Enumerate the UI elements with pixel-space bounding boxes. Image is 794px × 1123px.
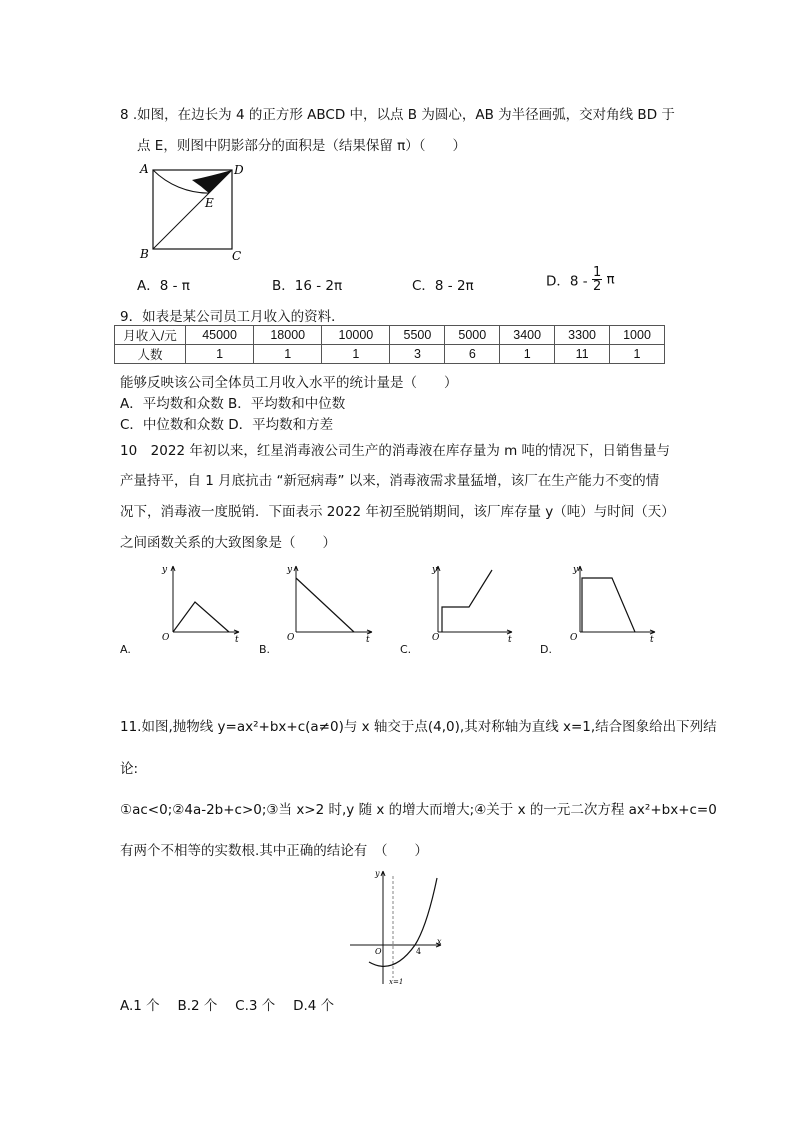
- parabola-figure: [345, 868, 445, 988]
- graph-d: [560, 560, 660, 645]
- graph-c-line: [442, 570, 492, 632]
- t-label: t: [235, 635, 239, 645]
- q8-line1: 8 .如图，在边长为 4 的正方形 ABCD 中，以点 B 为圆心，AB 为半径画弧，交对角线 BD 于: [120, 107, 675, 123]
- table-cell: 1: [500, 345, 555, 364]
- table-cell: 10000: [322, 326, 390, 345]
- q10-line2: 产量持平，自 1 月底抗击 “新冠病毒” 以来，消毒液需求量猛增，该厂在生产能力不变的情: [120, 473, 660, 489]
- q11-line1: 11.如图,抛物线 y=ax²+bx+c(a≠0)与 x 轴交于点(4,0),其对称轴为直线 x=1,结合图象给出下列结: [120, 719, 717, 735]
- income-table: [114, 325, 665, 364]
- origin-label: O: [432, 633, 440, 643]
- table-header-cell: 月收入/元: [115, 326, 186, 345]
- table-row: [115, 326, 665, 345]
- table-cell: 45000: [186, 326, 254, 345]
- x-label: x: [437, 937, 442, 946]
- q9-question: 能够反映该公司全体员工月收入水平的统计量是（ ）: [120, 375, 458, 391]
- y-label: y: [432, 565, 438, 575]
- q9-options-ab[interactable]: A．平均数和众数 B．平均数和中位数: [120, 396, 346, 412]
- q11-line2: 论:: [120, 761, 139, 777]
- q10-line1: 10 2022 年初以来，红星消毒液公司生产的消毒液在库存量为 m 吨的情况下，日销售量与: [120, 443, 671, 459]
- graph-a-line: [173, 602, 229, 632]
- label-a: A: [140, 162, 149, 176]
- axis-arrows: [578, 566, 655, 634]
- table-cell: 1: [610, 345, 665, 364]
- q9-title: 9．如表是某公司员工月收入的资料．: [120, 309, 345, 325]
- t-label: t: [366, 635, 370, 645]
- table-cell: 18000: [254, 326, 322, 345]
- table-cell: 3: [390, 345, 445, 364]
- q8-line2: 点 E，则图中阴影部分的面积是（结果保留 π）（ ）: [137, 138, 466, 154]
- q8-option-a[interactable]: A．8 - π: [137, 278, 190, 294]
- q10-option-d[interactable]: D.: [540, 643, 552, 656]
- t-label: t: [650, 635, 654, 645]
- fraction-denominator: 2: [592, 279, 602, 294]
- q10-line3: 况下，消毒液一度脱销．下面表示 2022 年初至脱销期间，该厂库存量 y（吨）与时间（天）: [120, 504, 675, 520]
- q10-option-b[interactable]: B.: [259, 643, 271, 656]
- q8-option-b[interactable]: B．16 - 2π: [272, 278, 343, 294]
- graph-b: [278, 560, 378, 645]
- y-label: y: [573, 565, 579, 575]
- fraction-one-half: [592, 266, 602, 293]
- symmetry-label: x=1: [389, 978, 404, 986]
- graph-a: [155, 560, 245, 645]
- q10-option-c[interactable]: C.: [400, 643, 412, 656]
- table-row: [115, 345, 665, 364]
- origin-label: O: [287, 633, 295, 643]
- q11-options[interactable]: A.1 个 B.2 个 C.3 个 D.4 个: [120, 998, 335, 1014]
- q11-line4: 有两个不相等的实数根.其中正确的结论有 （ ）: [120, 843, 429, 859]
- t-label: t: [508, 635, 512, 645]
- graph-c: [420, 560, 520, 645]
- axis-arrows: [294, 566, 372, 634]
- table-cell: 1: [186, 345, 254, 364]
- q10-line4: 之间函数关系的大致图象是（ ）: [120, 535, 336, 551]
- label-b: B: [140, 247, 149, 261]
- q11-line3: ①ac<0;②4a-2b+c>0;③当 x>2 时,y 随 x 的增大而增大;④关于 x 的一元二次方程 ax²+bx+c=0: [120, 802, 717, 818]
- origin-label: O: [570, 633, 578, 643]
- table-cell: 5000: [445, 326, 500, 345]
- y-label: y: [375, 869, 380, 878]
- axis-arrows: [381, 871, 441, 947]
- graph-d-line: [582, 578, 635, 632]
- label-d: D: [234, 163, 244, 177]
- table-cell: 3300: [555, 326, 610, 345]
- origin-label: O: [162, 633, 170, 643]
- q10-option-a[interactable]: A.: [120, 643, 131, 656]
- table-cell: 11: [555, 345, 610, 364]
- q8-option-d-suffix: π: [606, 271, 615, 288]
- y-label: y: [162, 565, 168, 575]
- table-cell: 5500: [390, 326, 445, 345]
- q8-option-d-prefix: D．8 -: [546, 273, 588, 290]
- origin-label: O: [375, 947, 382, 956]
- tick-label-4: 4: [416, 947, 422, 956]
- square-abcd-figure: [135, 160, 245, 265]
- y-label: y: [287, 565, 293, 575]
- table-cell: 3400: [500, 326, 555, 345]
- label-c: C: [232, 249, 242, 263]
- table-cell: 1: [322, 345, 390, 364]
- q8-option-c[interactable]: C．8 - 2π: [412, 278, 474, 294]
- table-header-cell: 人数: [115, 345, 186, 364]
- axis-arrows: [171, 566, 239, 634]
- graph-b-line: [296, 578, 354, 632]
- label-e: E: [205, 196, 214, 210]
- shaded-region: [192, 170, 232, 193]
- table-cell: 6: [445, 345, 500, 364]
- q8-option-d[interactable]: [546, 266, 615, 293]
- q9-options-cd[interactable]: C．中位数和众数 D．平均数和方差: [120, 417, 334, 433]
- fraction-numerator: 1: [592, 265, 602, 280]
- table-cell: 1: [254, 345, 322, 364]
- table-cell: 1000: [610, 326, 665, 345]
